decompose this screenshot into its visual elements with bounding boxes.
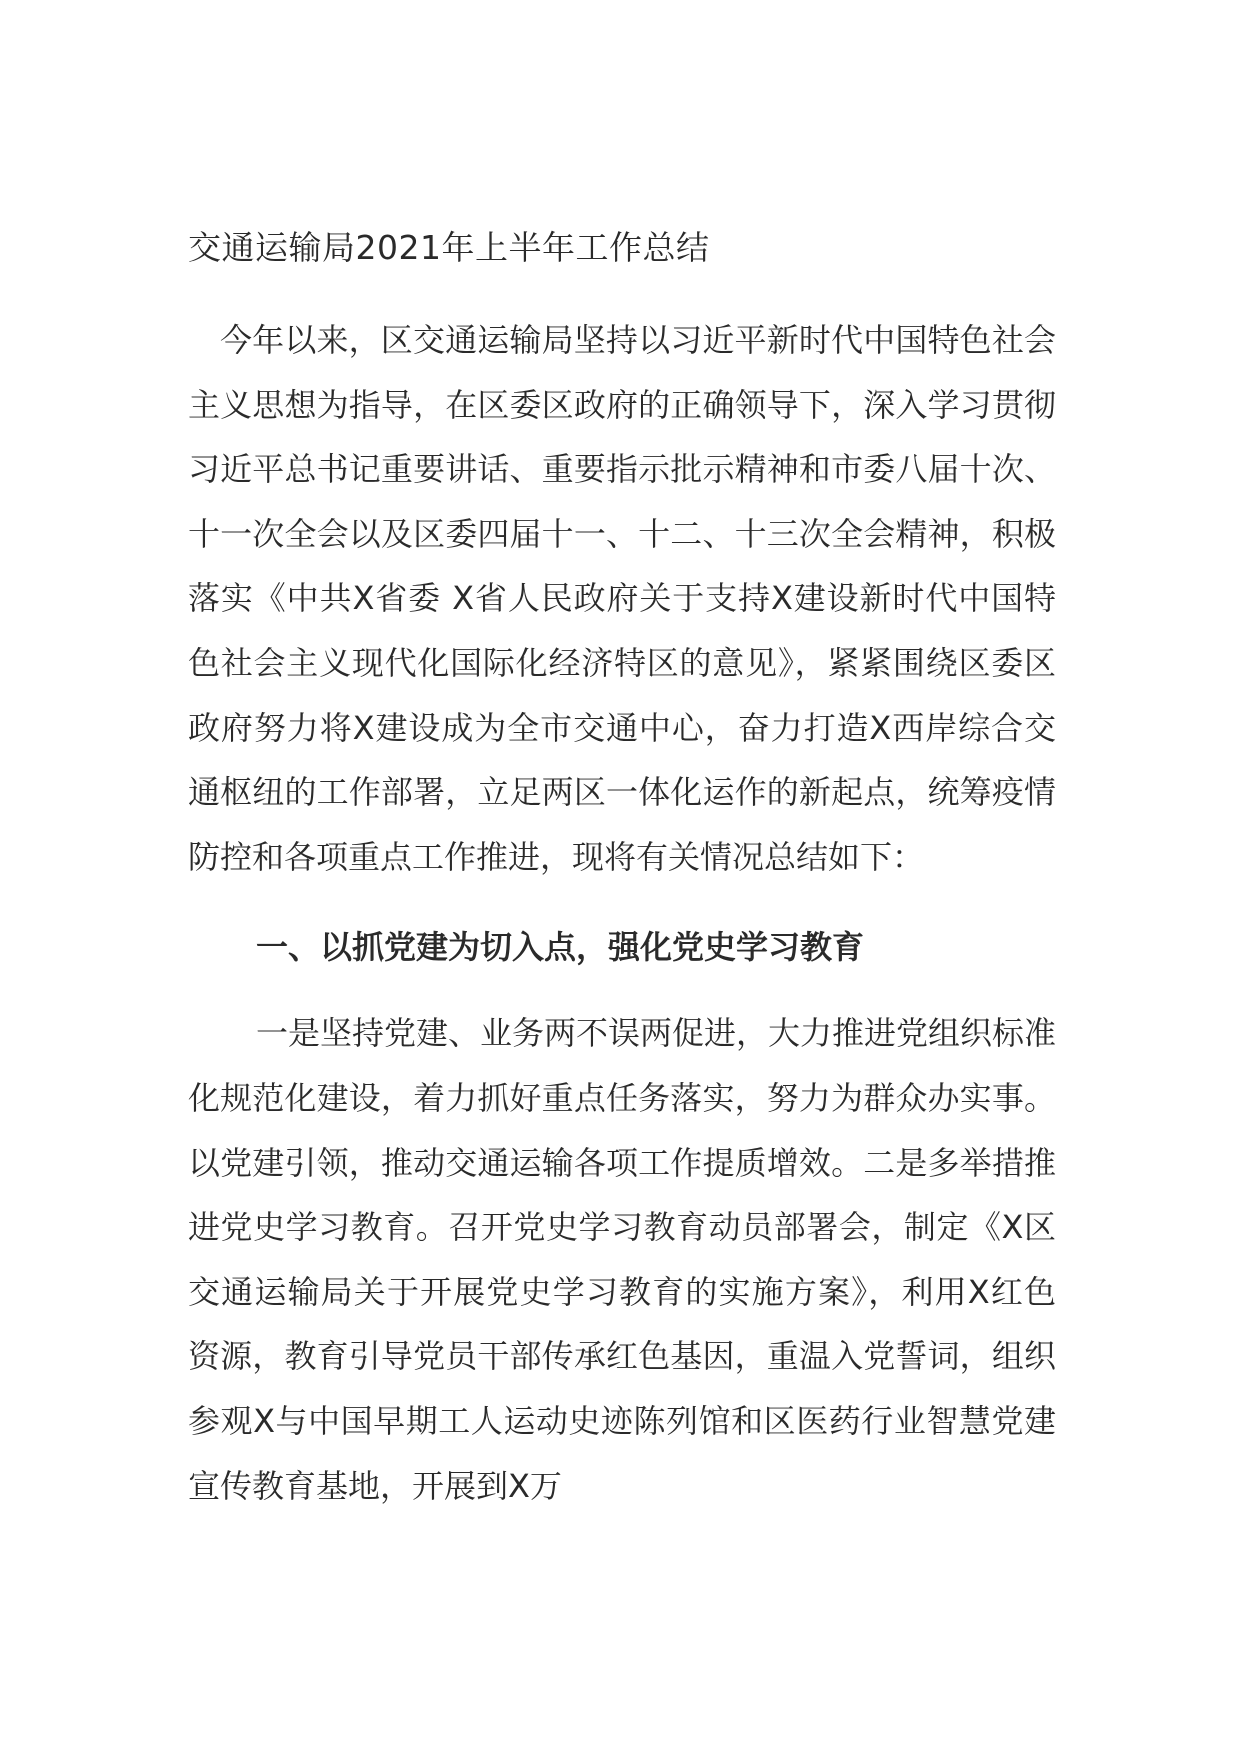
section-heading-1: 一、以抓党建为切入点，强化党史学习教育 (256, 928, 865, 967)
section-1-paragraph: 一是坚持党建、业务两不误两促进，大力推进党组织标准化规范化建设，着力抓好重点任务落实，努力为群众办实事。以党建引领，推动交通运输各项工作提质增效。二是多举措推进党史学习教育。召开党史学习教育动员部署会，制定《X区交通运输局关于开展党史学习教育的实施方案》，利用X红色资源，教育引导党员干部传承红色基因，重温入党誓词，组织参观X与中国早期工人运动史迹陈列馆和区医药行业智慧党建宣传教育基地，开展到X万 (188, 1014, 1057, 1505)
intro-paragraph: 今年以来，区交通运输局坚持以习近平新时代中国特色社会主义思想为指导，在区委区政府的正确领导下，深入学习贯彻习近平总书记重要讲话、重要指示批示精神和市委八届十次、十一次全会以及区委四届十一、十二、十三次全会精神，积极落实《中共X省委 X省人民政府关于支持X建设新时代中国特色社会主义现代化国际化经济特区的意见》，紧紧围绕区委区政府努力将X建设成为全市交通中心，奋力打造X西岸综合交通枢纽的工作部署，立足两区一体化运作的新起点，统筹疫情防控和各项重点工作推进，现将有关情况总结如下： (188, 321, 1056, 876)
document-page (188, 222, 1056, 1518)
document-title: 交通运输局2021年上半年工作总结 (188, 228, 710, 267)
